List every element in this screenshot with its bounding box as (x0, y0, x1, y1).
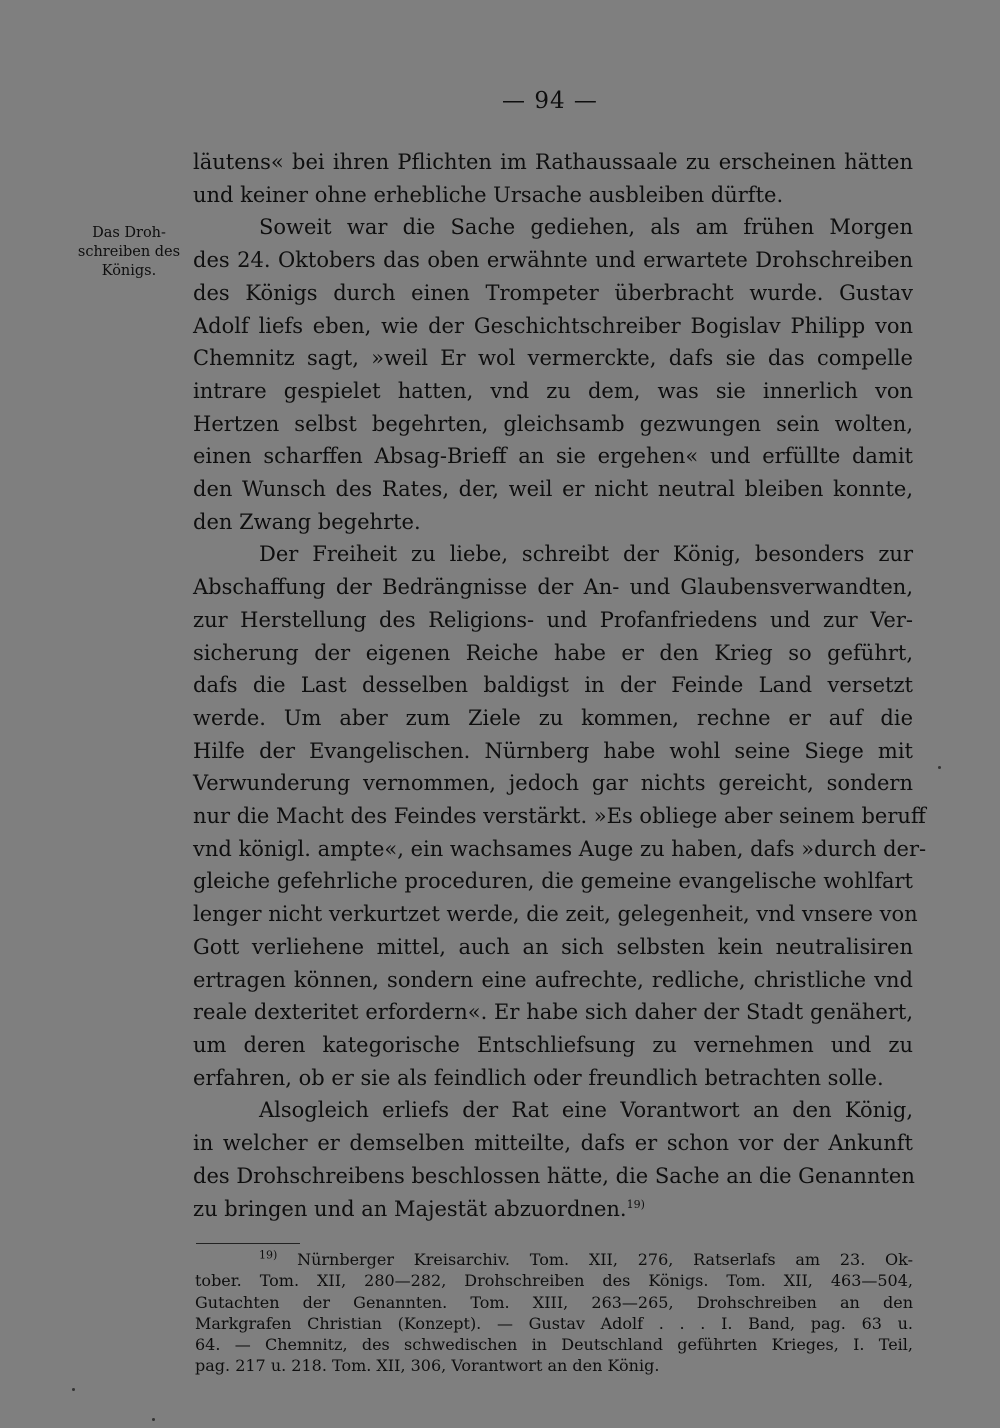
margin-note-line: Königs. (101, 263, 157, 279)
text-line: Hertzen selbst begehrten, gleichsamb gezwungen sein wolten, (193, 411, 913, 436)
text-line: des 24. Oktobers das oben erwähnte und erwartete Drohschreiben (193, 248, 913, 273)
text-line: dafs die Last desselben baldigst in der Feinde Land versetzt (193, 673, 913, 698)
text-line: Der Freiheit zu liebe, schreibt der König, besonders zur (259, 542, 913, 567)
text-line: werde. Um aber zum Ziele zu kommen, rechne er auf die (193, 705, 913, 730)
text-line: Verwunderung vernommen, jedoch gar nichts gereicht, sondern (193, 771, 913, 796)
margin-note-line: Das Droh- (92, 225, 166, 241)
text-line: Gott verliehene mittel, auch an sich selbsten kein neutralisiren (193, 934, 913, 959)
text-line-with-footnote (193, 1193, 913, 1226)
footnote-line: tober. Tom. XII, 280—282, Drohschreiben des Königs. Tom. XII, 463—504, (195, 1271, 913, 1291)
text-line: intrare gespielet hatten, vnd zu dem, was sie innerlich von (193, 378, 913, 403)
footnote-marker: 19) (259, 1248, 278, 1262)
text-line: zur Herstellung des Religions- und Profanfriedens und zur Ver- (193, 607, 913, 632)
text-line: in welcher er demselben mitteilte, dafs er schon vor der Ankunft (193, 1131, 913, 1156)
text-line: Abschaffung der Bedrängnisse der An- und Glaubensverwandten, (193, 575, 913, 600)
footnote-line: Markgrafen Christian (Konzept). — Gustav Adolf . . . I. Band, pag. 63 u. (195, 1313, 913, 1333)
scan-speck (72, 1388, 75, 1391)
text-line: Soweit war die Sache gediehen, als am frühen Morgen (259, 215, 913, 240)
text-line: einen scharffen Absag-Brieff an sie ergehen« und erfüllte damit (193, 444, 913, 469)
text-line: des Königs durch einen Trompeter überbracht wurde. Gustav (193, 280, 913, 305)
text-line: und keiner ohne erhebliche Ursache ausbleiben dürfte. (193, 182, 784, 207)
footnotes (195, 1249, 913, 1377)
text-line: vnd königl. ampte«, ein wachsames Auge zu haben, dafs »durch der- (193, 836, 927, 861)
text-line: läutens« bei ihren Pflichten im Rathaussaale zu erscheinen hätten (193, 150, 913, 174)
footnote-line: 64. — Chemnitz, des schwedischen in Deutschland geführten Krieges, I. Teil, (195, 1335, 913, 1355)
body-text (193, 146, 927, 1225)
page-number: — 94 — (502, 88, 598, 114)
footnote-line: pag. 217 u. 218. Tom. XII, 306, Vorantwort an den König. (195, 1356, 660, 1376)
scan-speck (938, 766, 941, 769)
margin-note-line: schreiben des (77, 244, 181, 260)
text-line: lenger nicht verkurtzet werde, die zeit, gelegenheit, vnd vnsere von (193, 902, 918, 927)
text-line: erfahren, ob er sie als feindlich oder freundlich betrachten solle. (193, 1065, 884, 1090)
text-line: den Zwang begehrte. (193, 509, 421, 534)
text-line: den Wunsch des Rates, der, weil er nicht neutral bleiben konnte, (193, 477, 913, 502)
text-line: um deren kategorische Entschliefsung zu vernehmen und zu (193, 1032, 913, 1057)
margin-note (70, 224, 188, 281)
text-line: sicherung der eigenen Reiche habe er den Krieg so geführt, (193, 640, 913, 665)
text-line: reale dexteritet erfordern«. Er habe sich daher der Stadt genähert, (193, 1000, 913, 1025)
text-line: Chemnitz sagt, »weil Er wol vermerckte, dafs sie das compelle (193, 346, 913, 371)
text-line: gleiche gefehrliche proceduren, die gemeine evangelische wohlfart (193, 869, 913, 894)
footnote-line (195, 1249, 913, 1270)
text-line-content: zu bringen und an Majestät abzuordnen. (193, 1196, 627, 1221)
footnote-line-content: Nürnberger Kreisarchiv. Tom. XII, 276, Ratserlafs am 23. Ok- (297, 1250, 913, 1269)
text-line: ertragen können, sondern eine aufrechte, redliche, christliche vnd (193, 967, 913, 992)
footnote-reference: 19) (626, 1197, 645, 1211)
text-line: Alsogleich erliefs der Rat eine Vorantwort an den König, (259, 1098, 913, 1123)
footnote-line: Gutachten der Genannten. Tom. XIII, 263—265, Drohschreiben an den (195, 1292, 913, 1312)
text-line: Adolf liefs eben, wie der Geschichtschreiber Bogislav Philipp von (193, 313, 913, 338)
footnote-divider (196, 1243, 300, 1244)
text-line: nur die Macht des Feindes verstärkt. »Es obliege aber seinem beruff (193, 804, 926, 829)
scan-speck (152, 1418, 155, 1421)
text-line: Hilfe der Evangelischen. Nürnberg habe wohl seine Siege mit (193, 738, 913, 763)
text-line: des Drohschreibens beschlossen hätte, die Sache an die Genannten (193, 1163, 915, 1188)
